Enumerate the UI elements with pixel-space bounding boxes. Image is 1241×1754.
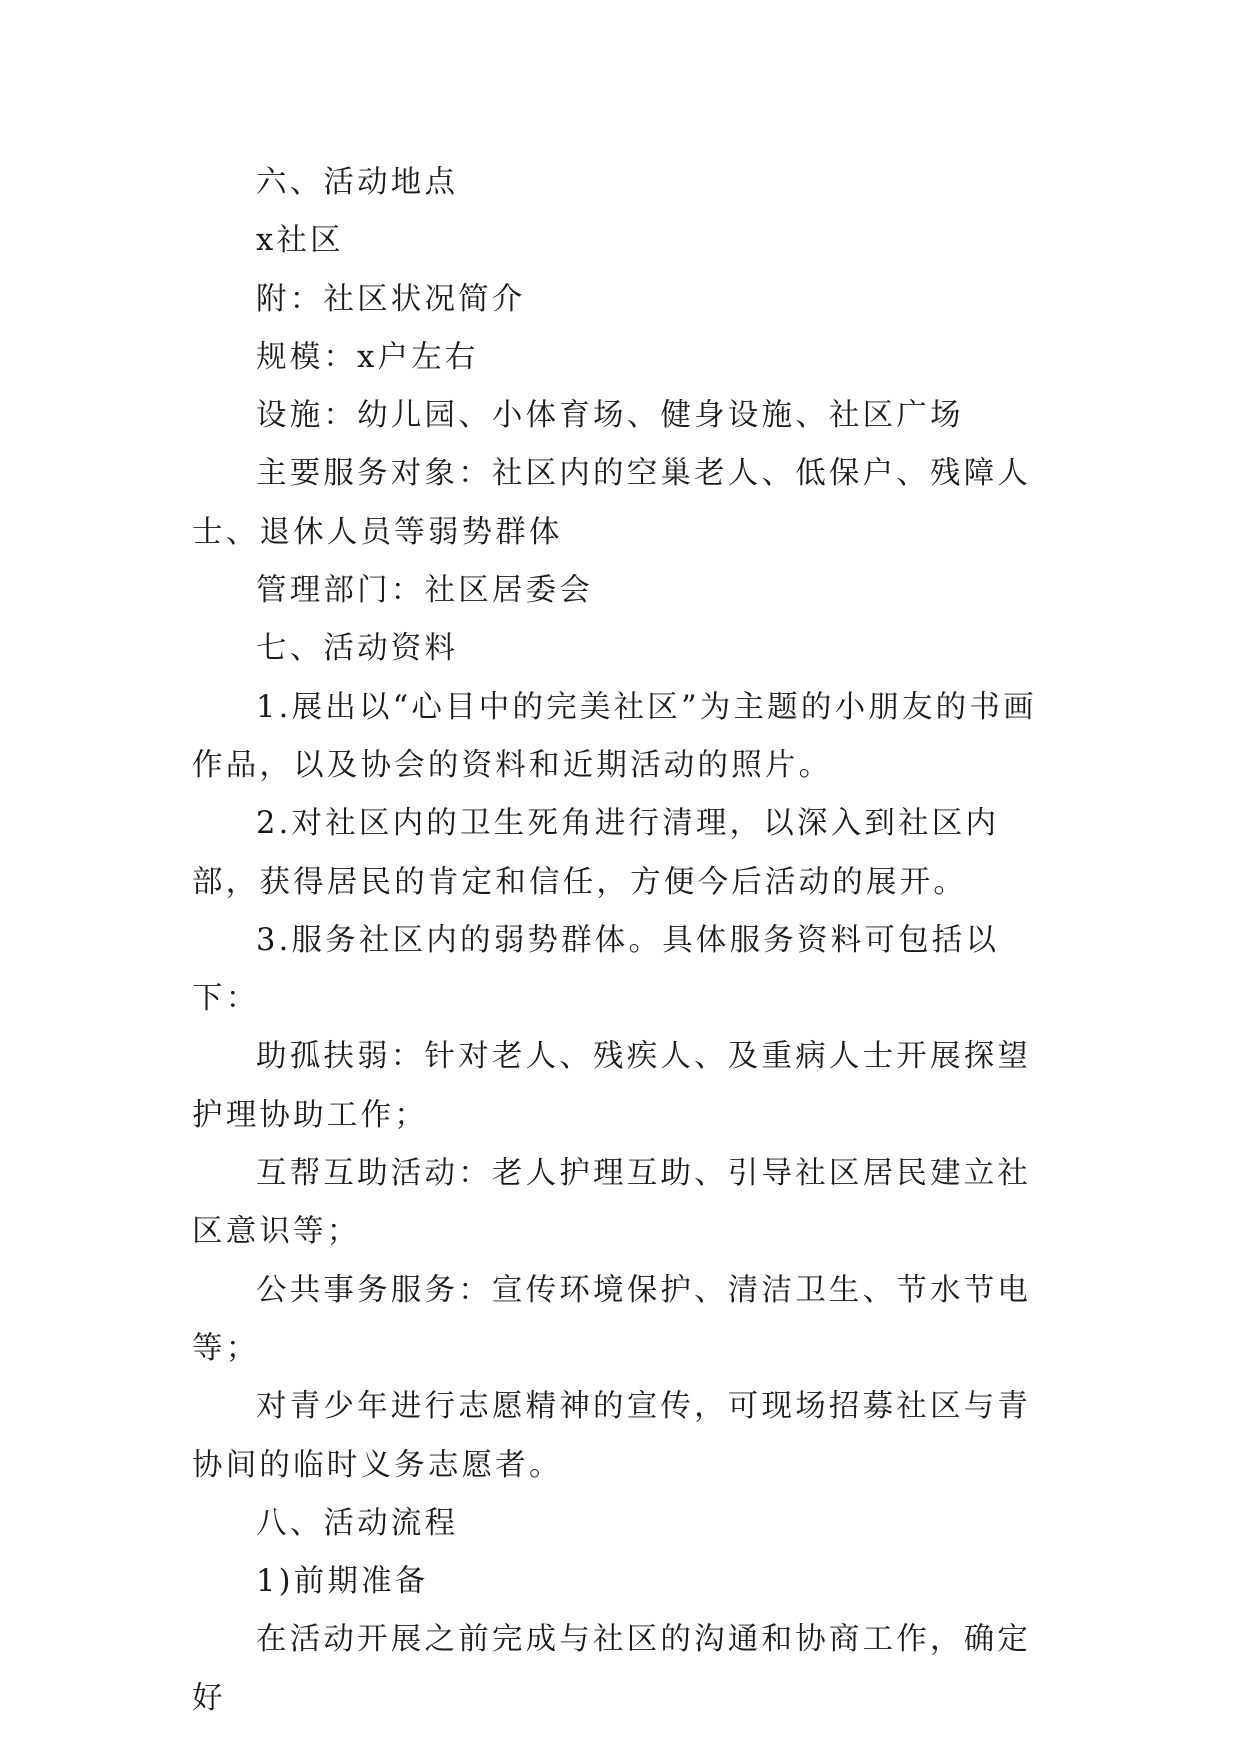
community-facilities: 设施：幼儿园、小体育场、健身设施、社区广场 [256,398,964,434]
service-youth-volunteer: 对青少年进行志愿精神的宣传，可现场招募社区与青协间的临时义务志愿者。 [192,1389,1032,1483]
service-help-weak: 助孤扶弱：针对老人、残疾人、及重病人士开展探望护理协助工作； [192,1039,1032,1133]
materials-item-2: 2.对社区内的卫生死角进行清理，以深入到社区内部，获得居民的肯定和信任，方便今后活动的展开。 [192,806,1000,900]
materials-item-3: 3.服务社区内的弱势群体。具体服务资料可包括以下： [192,922,1000,1017]
service-public-affairs: 公共事务服务：宣传环境保护、清洁卫生、节水节电等； [192,1272,1032,1366]
process-step-preparation: 1)前期准备 [256,1564,429,1600]
management-department: 管理部门：社区居委会 [256,573,593,609]
service-mutual-aid: 互帮互助活动：老人护理互助、引导社区居民建立社区意识等； [192,1156,1032,1250]
section-heading-process: 八、活动流程 [256,1505,459,1541]
location-value: x社区 [256,223,344,259]
section-heading-materials: 七、活动资料 [256,631,459,667]
document-body [192,154,1054,1728]
community-intro-heading: 附：社区状况简介 [256,281,526,317]
preparation-text: 在活动开展之前完成与社区的沟通和协商工作，确定好 [192,1622,1032,1716]
materials-item-1: 1.展出以“心目中的完美社区”为主题的小朋友的书画作品，以及协会的资料和近期活动的照片。 [192,689,1037,783]
community-scale: 规模：x户左右 [256,339,479,375]
section-heading-location: 六、活动地点 [256,165,459,200]
service-targets: 主要服务对象：社区内的空巢老人、低保户、残障人士、退休人员等弱势群体 [192,456,1032,550]
